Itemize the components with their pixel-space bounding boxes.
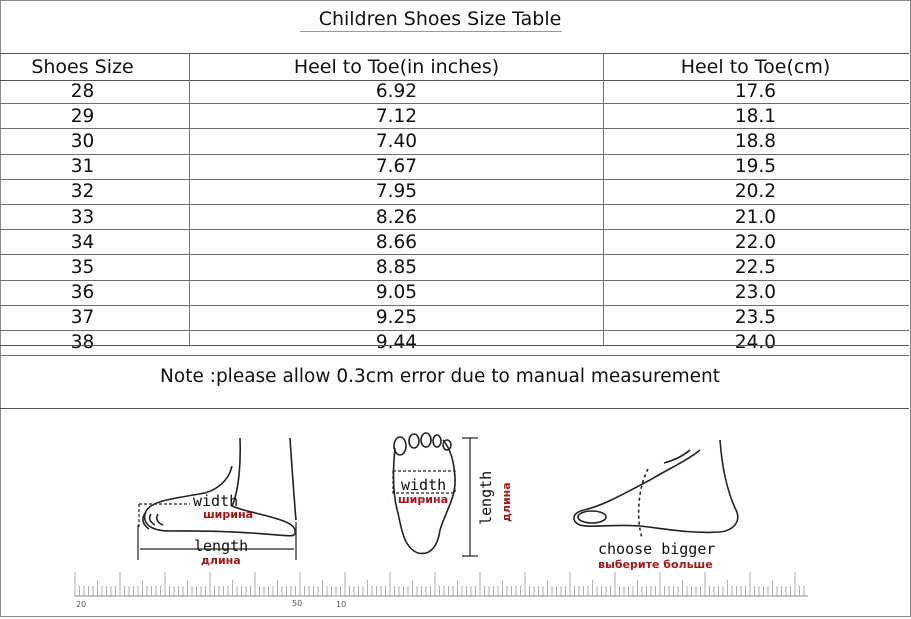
top-length-label-ru: длина — [500, 482, 513, 522]
row-shoes-size: 28 — [70, 80, 95, 102]
header-heel-to-toe-cm: Heel to Toe(cm) — [680, 56, 831, 78]
header-shoes-size: Shoes Size — [31, 56, 134, 78]
table-row — [0, 205, 909, 230]
table-row — [0, 104, 909, 129]
header-heel-to-toe-inches: Heel to Toe(in inches) — [293, 56, 500, 78]
row-shoes-size: 37 — [70, 307, 95, 329]
table-row — [0, 230, 909, 255]
row-shoes-size: 34 — [70, 231, 95, 253]
row-heel-to-toe-cm: 17.6 — [734, 80, 777, 102]
row-heel-to-toe-inches: 6.92 — [375, 80, 418, 102]
ruler-label: 50 — [292, 599, 303, 608]
measurement-note: Note :please allow 0.3cm error due to manual measurement — [160, 366, 720, 387]
table-body — [0, 79, 909, 356]
row-heel-to-toe-cm: 22.0 — [734, 231, 777, 253]
row-shoes-size: 38 — [70, 332, 95, 354]
fit-foot-illustration — [574, 440, 738, 538]
row-heel-to-toe-cm: 22.5 — [734, 256, 777, 278]
row-shoes-size: 33 — [70, 206, 95, 228]
side-length-label: length — [194, 537, 249, 555]
row-heel-to-toe-cm: 23.0 — [734, 282, 777, 304]
row-heel-to-toe-inches: 9.05 — [375, 282, 418, 304]
ruler-label: 10 — [336, 600, 347, 609]
table-row — [0, 155, 909, 180]
row-heel-to-toe-inches: 8.85 — [375, 256, 418, 278]
note-box — [0, 345, 909, 409]
row-heel-to-toe-inches: 7.95 — [375, 181, 418, 203]
table-title: Children Shoes Size Table — [318, 8, 562, 30]
top-width-label: width — [401, 476, 447, 494]
choose-bigger-label-ru: выберите больше — [598, 558, 713, 571]
row-shoes-size: 30 — [70, 130, 95, 152]
row-heel-to-toe-cm: 19.5 — [734, 156, 777, 178]
table-row — [0, 79, 909, 104]
row-heel-to-toe-inches: 8.66 — [375, 231, 418, 253]
table-row — [0, 255, 909, 280]
table-row — [0, 306, 909, 331]
side-foot-illustration — [143, 438, 296, 536]
choose-bigger-label: choose bigger — [598, 540, 716, 558]
table-row — [0, 129, 909, 154]
ruler-label: 20 — [76, 600, 87, 609]
table-header — [0, 53, 909, 81]
row-shoes-size: 32 — [70, 181, 95, 203]
row-heel-to-toe-inches: 7.12 — [375, 105, 418, 127]
side-width-label-ru: ширина — [203, 508, 253, 521]
ruler — [75, 572, 808, 596]
row-heel-to-toe-inches: 8.26 — [375, 206, 418, 228]
top-width-label-ru: ширина — [398, 493, 448, 506]
row-heel-to-toe-cm: 24.0 — [734, 332, 777, 354]
top-length-label: length — [477, 470, 495, 525]
row-heel-to-toe-inches: 7.67 — [375, 156, 418, 178]
title-underline — [300, 31, 562, 32]
row-heel-to-toe-cm: 18.1 — [734, 105, 777, 127]
row-shoes-size: 36 — [70, 282, 95, 304]
row-heel-to-toe-cm: 18.8 — [734, 130, 777, 152]
row-heel-to-toe-cm: 20.2 — [734, 181, 777, 203]
row-heel-to-toe-cm: 23.5 — [734, 307, 777, 329]
row-heel-to-toe-inches: 9.25 — [375, 307, 418, 329]
row-heel-to-toe-inches: 9.44 — [375, 332, 418, 354]
side-length-label-ru: длина — [201, 554, 241, 567]
measurement-diagram — [0, 408, 909, 615]
row-shoes-size: 31 — [70, 156, 95, 178]
table-row — [0, 180, 909, 205]
row-shoes-size: 35 — [70, 256, 95, 278]
row-shoes-size: 29 — [70, 105, 95, 127]
table-row — [0, 281, 909, 306]
side-width-label: width — [193, 492, 239, 510]
row-heel-to-toe-cm: 21.0 — [734, 206, 777, 228]
row-heel-to-toe-inches: 7.40 — [375, 130, 418, 152]
